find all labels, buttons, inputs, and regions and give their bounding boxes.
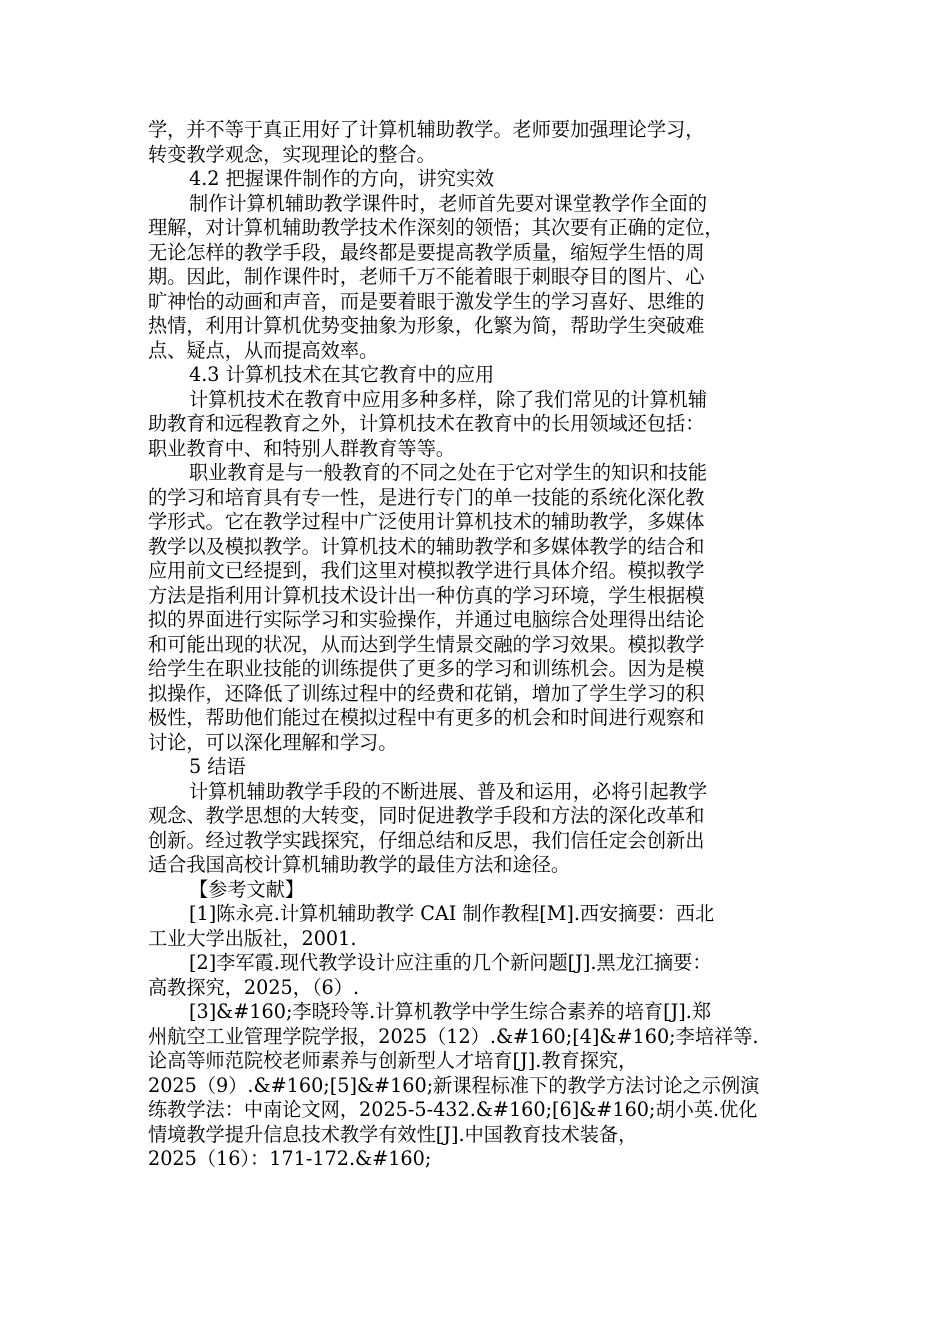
text-line: 转变教学观念，实现理论的整合。 [148, 142, 436, 166]
text-line: 期。因此，制作课件时，老师千万不能着眼于刺眼夺目的图片、心 [148, 265, 705, 288]
text-line: 制作计算机辅助教学课件时，老师首先要对课堂教学作全面的 [189, 191, 708, 215]
text-line: 高教探究，2025，（6）. [148, 975, 360, 999]
text-line: [1]陈永亮.计算机辅助教学 CAI 制作教程[M].西安摘要：西北 [189, 902, 715, 925]
text-line: 给学生在职业技能的训练提供了更多的学习和训练机会。因为是模 [148, 657, 705, 680]
text-line: 4.2 把握课件制作的方向，讲究实效 [189, 167, 495, 190]
text-line: 论高等师范院校老师素养与创新型人才培育[J].教育探究， [148, 1049, 638, 1072]
text-line: 情境教学提升信息技术教学有效性[J].中国教育技术装备， [148, 1122, 638, 1146]
text-line: 观念、教学思想的大转变，同时促进教学手段和方法的深化改革和 [148, 804, 705, 827]
text-line: 热情，利用计算机优势变抽象为形象，化繁为简，帮助学生突破难 [148, 314, 705, 337]
text-line: 方法是指利用计算机技术设计出一种仿真的学习环境，学生根据模 [148, 583, 705, 607]
text-line: [3]&#160;李晓玲等.计算机教学中学生综合素养的培育[J].郑 [189, 1000, 712, 1023]
text-line: 点、疑点，从而提高效率。 [148, 338, 379, 362]
text-line: 学形式。它在教学过程中广泛使用计算机技术的辅助教学，多媒体 [148, 510, 705, 533]
text-line: 计算机辅助教学手段的不断进展、普及和运用，必将引起教学 [189, 779, 708, 803]
text-line: 拟操作，还降低了训练过程中的经费和花销，增加了学生学习的积 [148, 681, 705, 705]
text-line: 教学以及模拟教学。计算机技术的辅助教学和多媒体教学的结合和 [148, 534, 705, 558]
text-line: [2]李军霞.现代教学设计应注重的几个新问题[J].黑龙江摘要： [189, 951, 712, 974]
text-line: 助教育和远程教育之外，计算机技术在教育中的长用领域还包括： [148, 412, 705, 435]
text-line: 职业教育是与一般教育的不同之处在于它对学生的知识和技能 [189, 461, 708, 484]
text-line: 创新。经过教学实践探究，仔细总结和反思，我们信任定会创新出 [148, 828, 705, 852]
text-line: 理解，对计算机辅助教学技术作深刻的领悟；其次要有正确的定位， [148, 216, 724, 239]
text-line: 学，并不等于真正用好了计算机辅助教学。老师要加强理论学习， [148, 118, 705, 141]
text-line: 练教学法：中南论文网，2025-5-432.&#160;[6]&#160;胡小英.优化 [148, 1098, 758, 1121]
text-line: 2025（16）：171-172.&#160; [148, 1147, 432, 1170]
text-line: 拟的界面进行实际学习和实验操作，并通过电脑综合处理得出结论 [148, 608, 705, 631]
text-line: 无论怎样的教学手段，最终都是要提高教学质量，缩短学生悟的周 [148, 240, 705, 264]
document-page [148, 118, 804, 1172]
text-line: 5 结语 [189, 755, 246, 778]
text-line: 适合我国高校计算机辅助教学的最佳方法和途径。 [148, 853, 571, 876]
text-line: 和可能出现的状况，从而达到学生情景交融的学习效果。模拟教学 [148, 632, 705, 656]
text-line: 旷神怡的动画和声音，而是要着眼于激发学生的学习喜好、思维的 [148, 289, 705, 313]
text-line: 【参考文献】 [189, 877, 305, 901]
text-line: 的学习和培育具有专一性，是进行专门的单一技能的系统化深化教 [148, 485, 705, 509]
text-line: 讨论，可以深化理解和学习。 [148, 730, 398, 754]
text-line: 计算机技术在教育中应用多种多样，除了我们常见的计算机辅 [189, 387, 708, 411]
text-line: 极性，帮助他们能过在模拟过程中有更多的机会和时间进行观察和 [148, 706, 705, 729]
text-line: 职业教育中、和特别人群教育等等。 [148, 436, 455, 460]
text-line: 4.3 计算机技术在其它教育中的应用 [189, 363, 495, 386]
text-line: 2025（9）.&#160;[5]&#160;新课程标准下的教学方法讨论之示例演 [148, 1073, 760, 1097]
text-line: 应用前文已经提到，我们这里对模拟教学进行具体介绍。模拟教学 [148, 559, 705, 582]
text-line: 工业大学出版社，2001. [148, 926, 357, 950]
text-line: 州航空工业管理学院学报，2025（12）.&#160;[4]&#160;李培祥等. [148, 1024, 759, 1048]
